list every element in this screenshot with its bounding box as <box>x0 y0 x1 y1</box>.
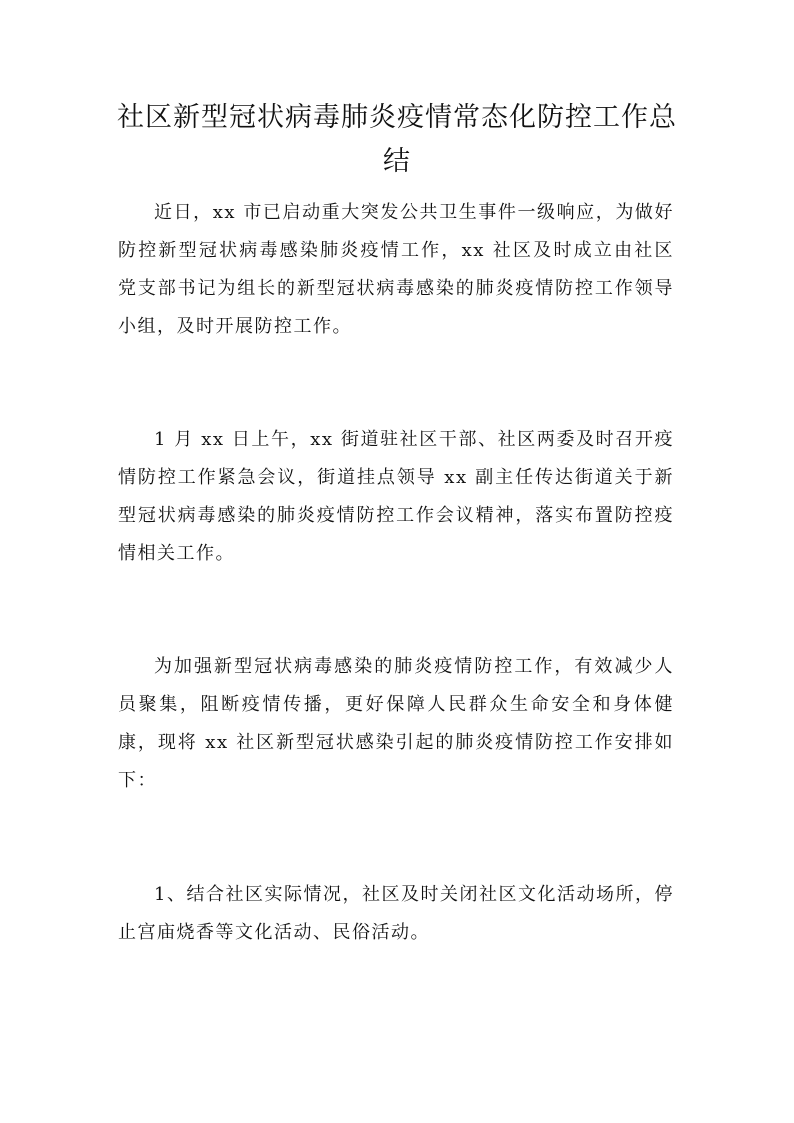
paragraph-4: 1、结合社区实际情况，社区及时关闭社区文化活动场所，停止宫庙烧香等文化活动、民俗活动。 <box>118 884 674 943</box>
document-title: 社区新型冠状病毒肺炎疫情常态化防控工作总结 <box>117 102 677 177</box>
paragraph-1: 近日，xx 市已启动重大突发公共卫生事件一级响应，为做好防控新型冠状病毒感染肺炎疫情工作，xx 社区及时成立由社区党支部书记为组长的新型冠状病毒感染的肺炎疫情防控工作领导小组，及时开展防控工作。 <box>118 202 674 337</box>
paragraph-2: 1 月 xx 日上午，xx 街道驻社区干部、社区两委及时召开疫情防控工作紧急会议，街道挂点领导 xx 副主任传达街道关于新型冠状病毒感染的肺炎疫情防控工作会议精神，落实布置防控疫情相关工作。 <box>118 429 674 564</box>
paragraph-3: 为加强新型冠状病毒感染的肺炎疫情防控工作，有效减少人员聚集，阻断疫情传播，更好保障人民群众生命安全和身体健康，现将 xx 社区新型冠状感染引起的肺炎疫情防控工作安排如下： <box>118 656 674 791</box>
